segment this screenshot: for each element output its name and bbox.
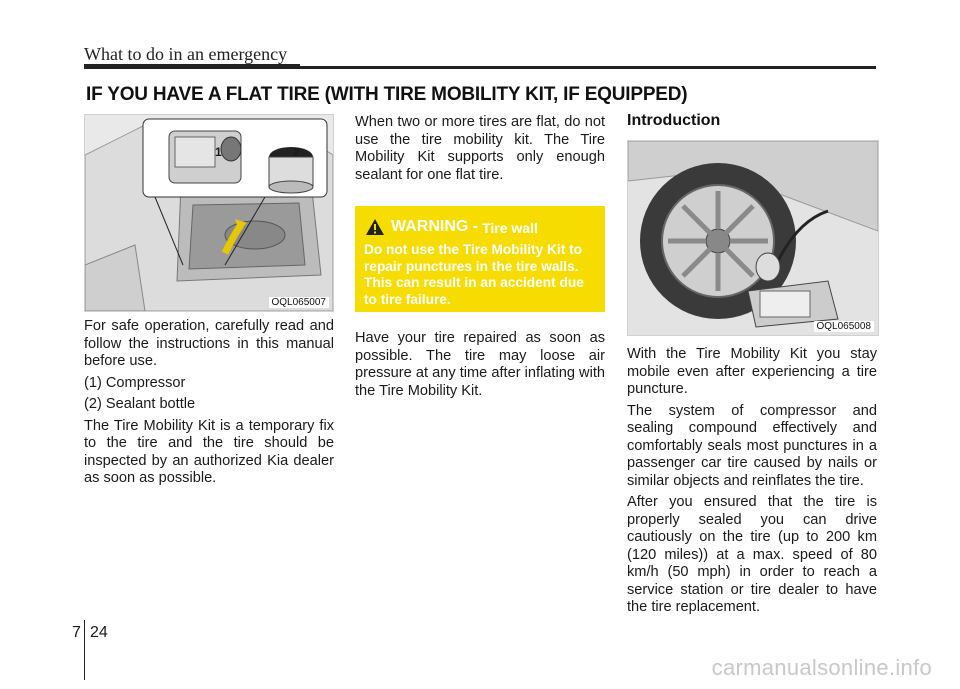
- header-tab: [84, 64, 300, 69]
- warning-heading: [365, 218, 538, 236]
- watermark: carmanualsonline.info: [711, 655, 932, 680]
- column-1-text: [84, 318, 334, 492]
- warning-text: Do not use the Tire Mobility Kit to repair punctures in the tire walls. This can result in an accident due to tire failure.: [364, 242, 584, 307]
- column-3-text: [627, 346, 877, 621]
- page-number-divider: [84, 620, 85, 680]
- chapter-title: What to do in an emergency: [84, 44, 288, 64]
- column-2-bottom-text: [355, 330, 605, 404]
- figure-compressor-connected-to-tire: [627, 140, 879, 336]
- paragraph: For safe operation, carefully read and follow the instructions in this manual before use.: [84, 318, 334, 369]
- column-2-top-text: [355, 114, 605, 188]
- introduction-heading: Introduction: [627, 112, 721, 129]
- figure-tire-mobility-kit-location: [84, 114, 334, 312]
- list-item: (1) Compressor: [84, 374, 186, 391]
- warning-subject: Tire wall: [482, 220, 538, 236]
- page-number: 24: [90, 624, 108, 641]
- figure-code: OQL065007: [269, 297, 330, 308]
- callout-compressor: 1: [215, 145, 222, 159]
- chapter-number: 7: [72, 624, 81, 641]
- section-title: IF YOU HAVE A FLAT TIRE (WITH TIRE MOBILITY KIT, IF EQUIPPED): [86, 84, 688, 105]
- paragraph: With the Tire Mobility Kit you stay mobile even after experiencing a tire puncture.: [627, 346, 877, 397]
- warning-triangle-icon: [365, 218, 385, 236]
- paragraph: After you ensured that the tire is properly sealed you can drive cautiously on the tire (up to 200 km (120 miles)) at a max. speed of 80 km/h (50 mph) in order to reach a service station or tire dealer to have the tire replacement.: [627, 494, 877, 615]
- paragraph: The system of compressor and sealing compound effectively and comfortably seals most punctures in a passenger car tire caused by nails or similar objects and reinflates the tire.: [627, 402, 877, 489]
- paragraph: The Tire Mobility Kit is a temporary fix to the tire and the tire should be inspected by an authorized Kia dealer as soon as possible.: [84, 417, 334, 486]
- paragraph: Have your tire repaired as soon as possible. The tire may loose air pressure at any time after inflating with the Tire Mobility Kit.: [355, 330, 605, 399]
- warning-box: [355, 206, 605, 312]
- tire-and-compressor-illustration: [628, 141, 878, 335]
- callout-sealant-bottle: 2: [293, 145, 300, 159]
- warning-label: WARNING -: [391, 218, 479, 235]
- figure-code: OQL065008: [814, 321, 875, 332]
- paragraph: When two or more tires are flat, do not use the tire mobility kit. The Tire Mobility Kit supports only enough sealant for one flat tire.: [355, 114, 605, 183]
- list-item: (2) Sealant bottle: [84, 396, 196, 412]
